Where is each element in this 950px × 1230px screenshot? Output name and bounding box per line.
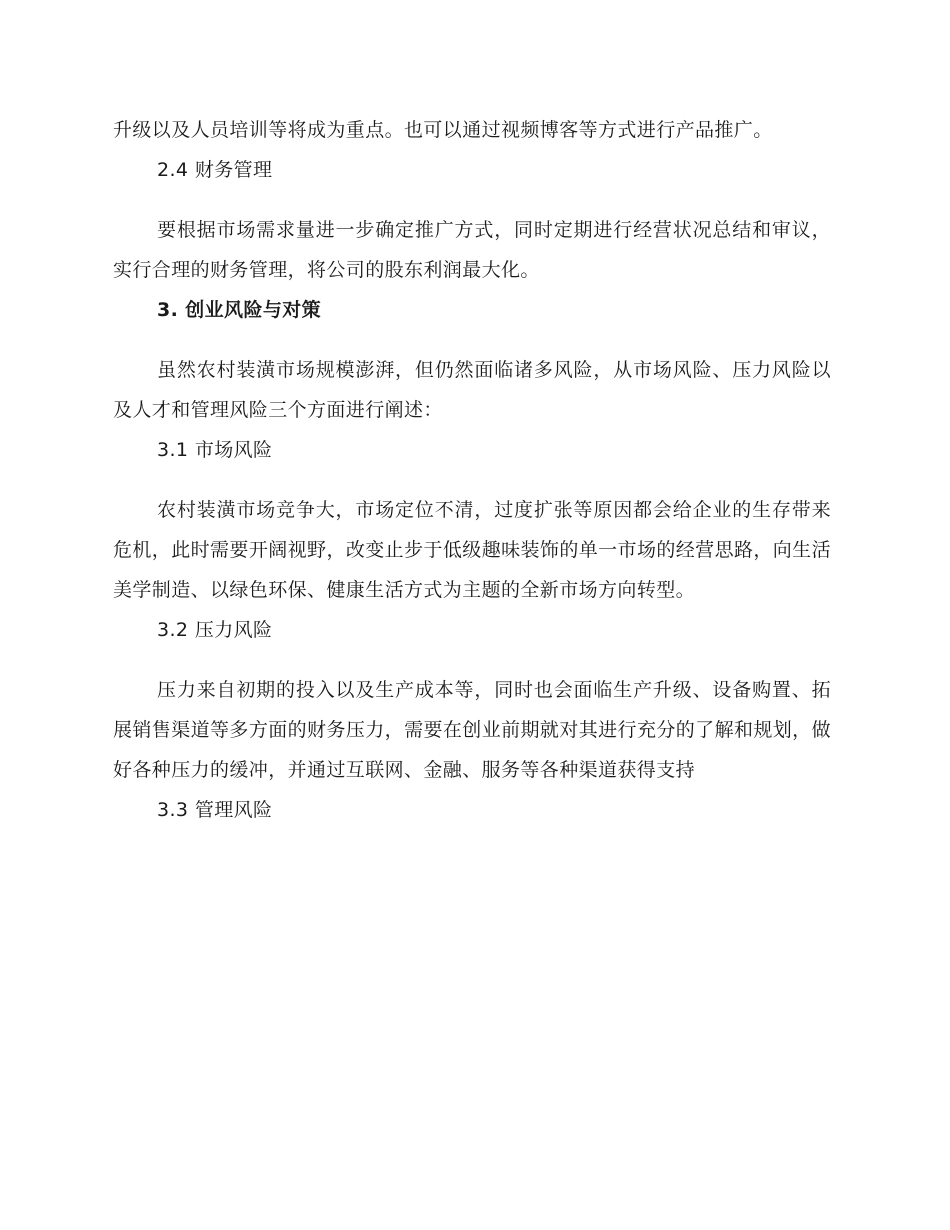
paragraph-risks-intro: 虽然农村装潢市场规模澎湃，但仍然面临诸多风险，从市场风险、压力风险以及人才和管理风险三个方面进行阐述：: [113, 359, 831, 421]
heading-2-4-financial-management: 2.4 财务管理: [157, 159, 273, 181]
heading-3-2-pressure-risk: 3.2 压力风险: [157, 619, 273, 641]
heading-3-1-market-risk: 3.1 市场风险: [157, 439, 273, 461]
paragraph-pressure-risk: 压力来自初期的投入以及生产成本等，同时也会面临生产升级、设备购置、拓展销售渠道等多方面的财务压力，需要在创业前期就对其进行充分的了解和规划，做好各种压力的缓冲，并通过互联网、金融、服务等各种渠道获得支持: [113, 679, 831, 781]
heading-3-risks-and-countermeasures: 3. 创业风险与对策: [157, 299, 322, 321]
paragraph-financial-management: 要根据市场需求量进一步确定推广方式，同时定期进行经营状况总结和审议，实行合理的财务管理，将公司的股东利润最大化。: [113, 219, 831, 281]
document-page: [113, 110, 831, 830]
heading-3-3-management-risk: 3.3 管理风险: [157, 799, 273, 821]
paragraph-continuation: 升级以及人员培训等将成为重点。也可以通过视频博客等方式进行产品推广。: [113, 119, 773, 141]
paragraph-market-risk: 农村装潢市场竞争大，市场定位不清，过度扩张等原因都会给企业的生存带来危机，此时需要开阔视野，改变止步于低级趣味装饰的单一市场的经营思路，向生活美学制造、以绿色环保、健康生活方式为主题的全新市场方向转型。: [113, 499, 831, 601]
